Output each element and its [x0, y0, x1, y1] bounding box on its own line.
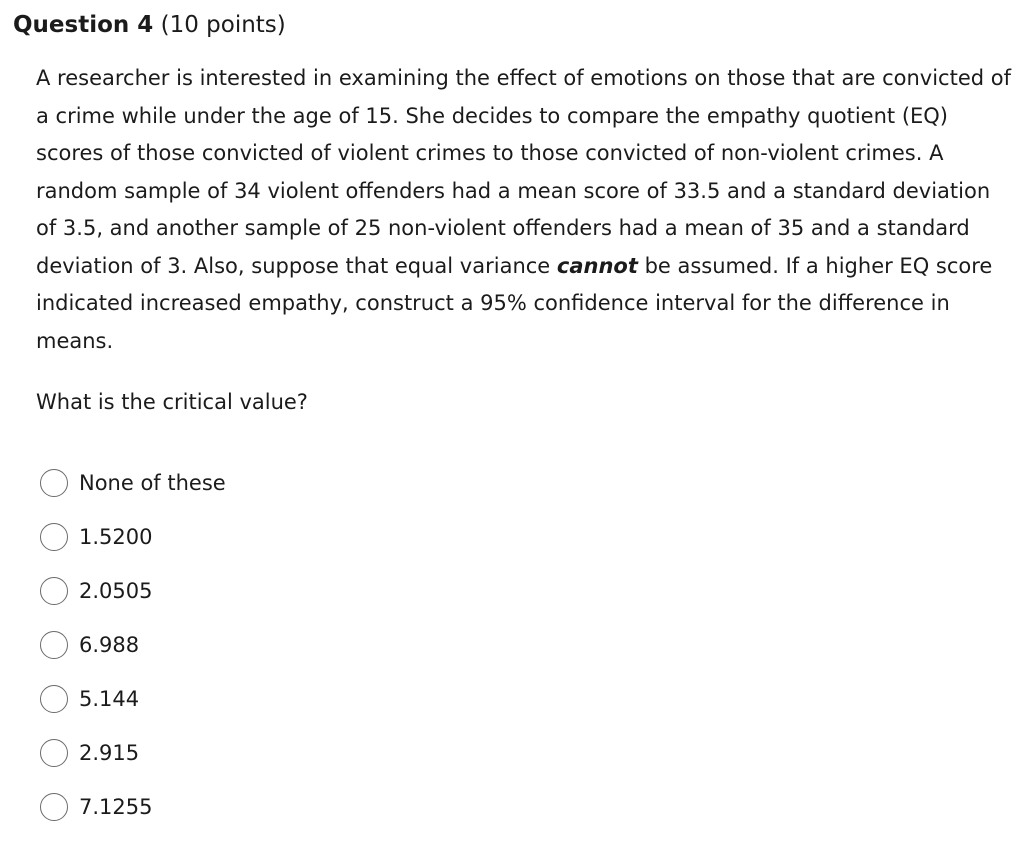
- question-text: [36, 60, 1011, 360]
- answer-option-label: 7.1255: [79, 795, 153, 819]
- radio-button[interactable]: [40, 739, 68, 767]
- radio-button[interactable]: [40, 523, 68, 551]
- radio-button[interactable]: [40, 685, 68, 713]
- question-title: Question 4: [13, 12, 154, 38]
- radio-button[interactable]: [40, 577, 68, 605]
- question-points: (10 points): [160, 12, 286, 38]
- answer-options: [40, 456, 226, 834]
- radio-button[interactable]: [40, 469, 68, 497]
- answer-option-label: None of these: [79, 471, 226, 495]
- answer-option[interactable]: [40, 618, 226, 672]
- answer-option[interactable]: [40, 780, 226, 834]
- question-text-part-2: be assumed. If a higher EQ score indicated increased empathy, construct a 95% confidence interval for the difference in means.: [36, 253, 993, 353]
- answer-option-label: 6.988: [79, 633, 140, 657]
- answer-option-label: 5.144: [79, 687, 140, 711]
- answer-option[interactable]: [40, 726, 226, 780]
- question-text-emphasis: cannot: [556, 253, 638, 278]
- question-header: [13, 9, 286, 41]
- answer-option[interactable]: [40, 510, 226, 564]
- question-text-part-1: A researcher is interested in examining the effect of emotions on those that are convicted of a crime while under the age of 15. She decides to compare the empathy quotient (EQ) scores of those convicted of violent crimes to those convicted of non-violent crimes. A random sample of 34 violent offenders had a mean score of 33.5 and a standard deviation of 3.5, and another sample of 25 non-violent offenders had a mean of 35 and a standard deviation of 3. Also, suppose that equal variance: [36, 66, 1011, 278]
- answer-option-label: 2.0505: [79, 579, 153, 603]
- radio-button[interactable]: [40, 631, 68, 659]
- answer-option-label: 1.5200: [79, 525, 153, 549]
- question-prompt: What is the critical value?: [36, 390, 308, 414]
- answer-option[interactable]: [40, 672, 226, 726]
- radio-button[interactable]: [40, 793, 68, 821]
- answer-option-label: 2.915: [79, 741, 140, 765]
- answer-option[interactable]: [40, 564, 226, 618]
- answer-option[interactable]: [40, 456, 226, 510]
- question-body: [36, 60, 1011, 360]
